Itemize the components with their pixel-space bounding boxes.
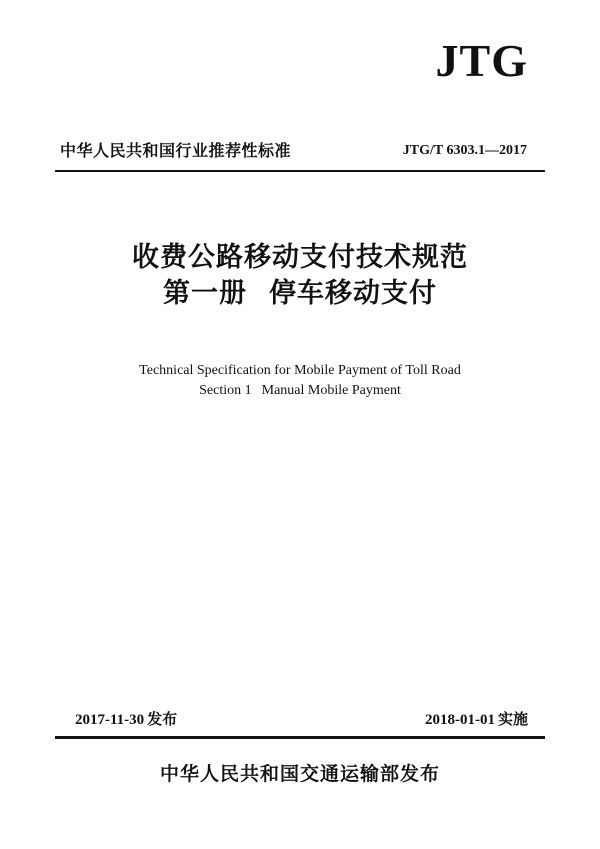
- footer-divider: [55, 736, 545, 739]
- standard-number: JTG/T 6303.1—2017: [402, 143, 527, 158]
- chinese-title-line-1: 收费公路移动支付技术规范: [132, 242, 468, 273]
- jtg-logo: JTG: [435, 35, 528, 86]
- implementation-date-label: 实施: [497, 710, 528, 728]
- english-title-line-2: [0, 381, 600, 401]
- issue-date: [75, 712, 177, 728]
- standard-category: 中华人民共和国行业推荐性标准: [60, 141, 292, 160]
- volume-label-en: Section 1: [199, 383, 252, 398]
- issue-date-label: 发布: [147, 710, 178, 728]
- english-title: [0, 361, 600, 401]
- implementation-date-value: 2018-01-01: [424, 712, 495, 728]
- volume-label-cn: 第一册: [163, 278, 247, 309]
- chinese-title-line-2: [0, 276, 600, 312]
- publisher: 中华人民共和国交通运输部发布: [159, 763, 440, 785]
- chinese-title: [0, 240, 600, 312]
- implementation-date: [425, 712, 528, 728]
- english-title-line-1: Technical Specification for Mobile Payment of Toll Road: [139, 363, 461, 378]
- volume-subtitle-cn: 停车移动支付: [269, 278, 437, 309]
- volume-subtitle-en: Manual Mobile Payment: [261, 383, 401, 398]
- header-divider: [55, 170, 545, 172]
- issue-date-value: 2017-11-30: [75, 712, 145, 728]
